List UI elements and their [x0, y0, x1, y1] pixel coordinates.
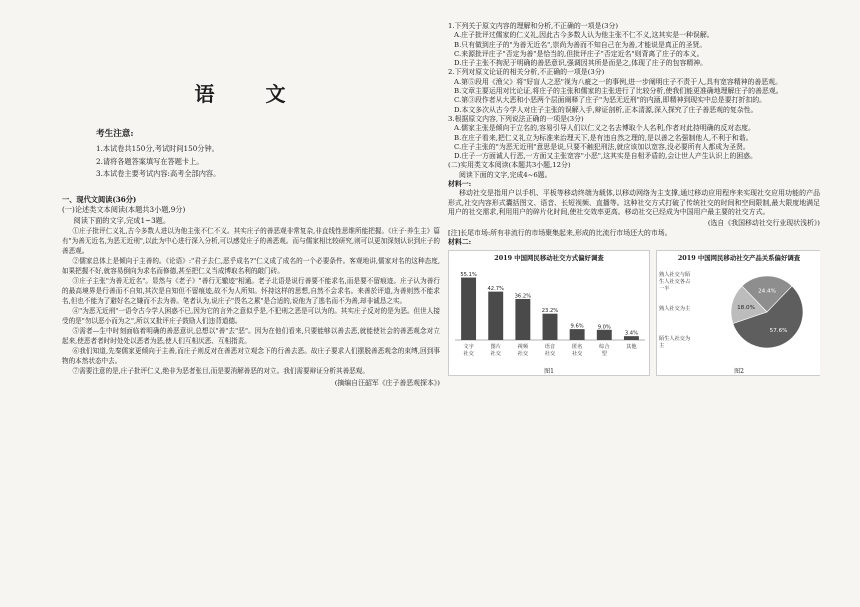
pie-slice-label: 陌生人社交为	[659, 336, 691, 343]
material-text: 移动社交是指用户以手机、平板等移动终端为载体,以移动网络为主支撑,通过移动应用程序来实现社交应用功能的产品形式,社交内容形式囊括图文、语音、长短视频、直播等。这种社交方式打破了传统社交的时间和空间限制,最大限度地满足用户的社交需求,利用用户的碎片化时间,使社交效率更高。移动社交已经成为中国用户最主要的社交方式。	[448, 189, 820, 216]
bar-category-label: 社交	[544, 351, 556, 358]
subsection-heading: (一)论述类文本阅读(本题共3小题,9分)	[62, 205, 186, 214]
figure-label: 图2	[734, 368, 744, 376]
pie-chart-box	[656, 250, 820, 376]
passage-paragraph: ③庄子主张"为善无近名"。显然与《老子》"善行无辙迹"相通。老子北语是说行善要不能求名,而是要不留痕迹。庄子认为善行的最高境界是行善而不自知,其次是自知但不留痕迹,故不为人所知。怀持这样的思想,自然不会求名。来善於评道,为善则然不能求名,但也不能为了避好名之嫌而不去为善。笔者认为,说庄子"畏名之累"是合适的,说他为了逃名而不为善,却非诚恳之实。	[62, 277, 440, 305]
notice-heading: 考生注意:	[96, 129, 134, 139]
bar-3	[543, 314, 558, 340]
passage-paragraph: ⑦需要注意的是,庄子批评仁义,绝非为恶者张目,而是要消解善恶的对立。我们需要辩证分析其善恶观。	[72, 367, 369, 375]
bar-chart-box	[448, 250, 650, 376]
subsection-heading: (二)实用类文本阅读(本题共3小题,12分)	[448, 161, 571, 170]
pie-slice-label: 主	[659, 343, 665, 350]
bar-value-label: 36.2%	[514, 293, 532, 300]
bar-value-label: 3.4%	[624, 330, 639, 337]
bar-chart-title: 2019 中国网民移动社交方式偏好调查	[494, 254, 604, 263]
pie-slice-label: 熟人社交与陌	[659, 272, 691, 279]
bar-category-label: 其他	[626, 344, 637, 351]
page-title: 语 文	[194, 82, 308, 106]
bar-value-label: 42.7%	[487, 286, 504, 293]
passage-paragraph: ⑤需者—生中时刻面临着明确的善恶意识,总想以"善"去"恶"。因为在他们看来,只要能够以善去恶,就能使社会的善恶观念对立起来,使恶者者时时处处以恶者为恶,使人们互相厌恶、互相指责。	[62, 327, 440, 345]
bar-6	[624, 336, 639, 340]
bar-category-label: 匿名	[571, 344, 583, 351]
right-column	[448, 22, 820, 607]
option-a: A.庄子批评过儒家的仁义礼,因此古今多数人认为他主张不仁不义,这其实是一种误解。	[454, 31, 714, 40]
bar-category-label: 视频	[517, 344, 529, 351]
notice-item: 1.本试卷共150分,考试时间150分钟。	[96, 144, 219, 153]
pie-chart	[657, 262, 820, 362]
bar-chart	[449, 262, 649, 362]
bar-category-label: 综合	[599, 344, 610, 351]
option-c: C.来源批评庄子"否定为善"是恰当的,但批评庄子"否定近名"则背离了庄子的本义。	[454, 49, 704, 58]
option-d: D.本文多次从古今学人对庄子主张的误解入手,辩证剖析,正本清源,深入探究了庄子善恶观的复杂性。	[454, 105, 758, 114]
pie-value-label: 57.6%	[769, 328, 788, 335]
bar-category-label: 语音	[544, 344, 556, 351]
question-2	[448, 68, 820, 114]
bar-value-label: 9.6%	[570, 323, 584, 330]
option-b: B.文章主要运用对比论证,将庄子的主张和儒家的主张进行了比较分析,使我们能更准确地理解庄子的善恶观。	[454, 87, 783, 96]
pie-value-label: 18.0%	[737, 305, 755, 312]
question-3	[448, 115, 820, 161]
pie-slice-label: 一半	[659, 286, 670, 293]
bar-category-label: 社交	[490, 351, 501, 358]
passage-paragraph: ④"为恶无近刑"一语令古今学人困惑不已,因为它的言外之意似乎是,不犯刑之恶是可以为的。其实庄子反对的是为恶。但世人接受的是"勿以恶小而为之",所以又批评庄子鼓励人们违背道德。	[62, 307, 440, 325]
option-d: D.庄子主张不拘泥于明确的善恶意识,强调因其所是而是之,体现了庄子的包容精神。	[454, 59, 708, 68]
bar-value-label: 55.1%	[460, 272, 477, 279]
bar-category-label: 型	[601, 351, 607, 358]
instruction: 阅读下面的文字,完成1~3题。	[73, 215, 171, 225]
footnote: [注]长尾市场:所有非流行的市场聚集起来,形成的比流行市场还大的市场。	[448, 228, 672, 237]
question-stem: 2.下列对原文论证的相关分析,不正确的一项是(3分)	[448, 68, 605, 77]
bar-4	[570, 329, 585, 340]
pie-value-label: 24.4%	[758, 288, 776, 295]
question-1	[448, 22, 820, 68]
bar-category-label: 社交	[571, 351, 583, 358]
option-c: C.庄子主张的"为恶无近刑"意思是说,只要不触犯刑法,就应该加以宽容,没必要所有人都成为圣贤。	[454, 142, 750, 151]
pie-slice-label: 熟人社交为主	[659, 306, 691, 313]
material-label: 材料二:	[448, 237, 472, 246]
bar-category-label: 社交	[517, 351, 529, 358]
notice-list	[96, 143, 440, 181]
material-label: 材料一:	[448, 180, 472, 189]
option-a: A.儒家主张是倾向于立名的,容易引导人们以仁义之名去博取个人名利,作者对此持明确的反对态度。	[454, 124, 755, 133]
left-column	[62, 62, 440, 607]
pie-chart-title: 2019 中国网民移动社交产品关系偏好调查	[677, 254, 801, 263]
passage-paragraph: ②儒家总体上是倾向于主善的。《论语》:"君子去仁,恶乎成名?"仁义成了成名的一个必要条件。客观地讲,儒家对名的这种态度,如果把握不好,就容易倒向为求名而修德,甚至把仁义当成博取名利的敲门砖。	[62, 257, 440, 275]
bar-category-label: 社交	[463, 351, 474, 358]
option-d: D.庄子一方面诚人行恶,一方面又主张宽容"小恶",这其实是自相矛盾的,会让世人产生认识上的困惑。	[454, 152, 757, 161]
material-source: (选自《我国移动社交行业现状浅析》)	[707, 219, 820, 228]
question-stem: 1.下列关于原文内容的理解和分析,不正确的一项是(3分)	[448, 22, 619, 30]
option-b: B.只有做到庄子的"为善无近名",崇尚为善而不知自己在为善,才能说是真正的圣贤。	[454, 40, 707, 49]
bar-0	[461, 278, 476, 340]
passage-paragraph: ①庄子批评仁义礼,古今多数人进以为他主张不仁不义。其实庄子的善恶观非常复杂,非直线性思维所能把握。《庄子·养生主》篇有"为善无近名,为恶无近刑",以此为中心进行深入分析,可以感觉庄子的善恶观。而与儒家相比较研究,则可以更加深刻认识到庄子的善恶观。	[62, 227, 440, 255]
bar-5	[597, 330, 612, 340]
bar-2	[515, 299, 530, 340]
notice-item: 3.本试卷主要考试内容:高考全部内容。	[96, 169, 221, 178]
bar-value-label: 23.2%	[541, 308, 559, 315]
option-a: A.第⑤段用《渔父》将"好盲人之恶"视为八疵之一的事例,进一步阐明庄子不责于人,具有宽容精神的善恶观。	[454, 77, 782, 86]
section-heading: 一、现代文阅读(36分)	[62, 194, 137, 204]
option-c: C.第③段作者从大恶和小恶两个层面阐释了庄子"为恶无近刑"的内涵,即精神到现实中总是要打折扣的。	[454, 96, 767, 105]
bar-category-label: 文字	[463, 344, 474, 351]
question-stem: 3.根据原文内容,下列说法正确的一项是(3分)	[448, 114, 584, 123]
reading-section	[62, 195, 440, 389]
pie-slice-label: 生人社交各占	[659, 279, 691, 286]
bar-value-label: 9.0%	[597, 324, 611, 331]
practical-section	[448, 161, 820, 247]
instruction: 阅读下面的文字,完成4~6题。	[459, 170, 552, 179]
charts-row	[448, 250, 820, 376]
option-b: B.在庄子看来,把仁义礼立为标准来治理天下,是有违自然之理的,是以善之名强制他人,不利于和谐。	[454, 133, 753, 142]
notice-item: 2.请将各题答案填写在答题卡上。	[96, 156, 204, 166]
figure-label: 图1	[544, 368, 554, 376]
passage-paragraph: ⑥我们知道,先秦儒家更倾向于主善,而庄子则反对在善恶对立观念下的行善去恶。故庄子要求人们摆脱善恶观念的束缚,回到事物的本然状态中去。	[62, 347, 440, 365]
bar-category-label: 图片	[490, 344, 501, 351]
passage-source: (摘编自汪韶军《庄子善恶观探本》)	[334, 379, 440, 387]
bar-1	[488, 292, 503, 340]
